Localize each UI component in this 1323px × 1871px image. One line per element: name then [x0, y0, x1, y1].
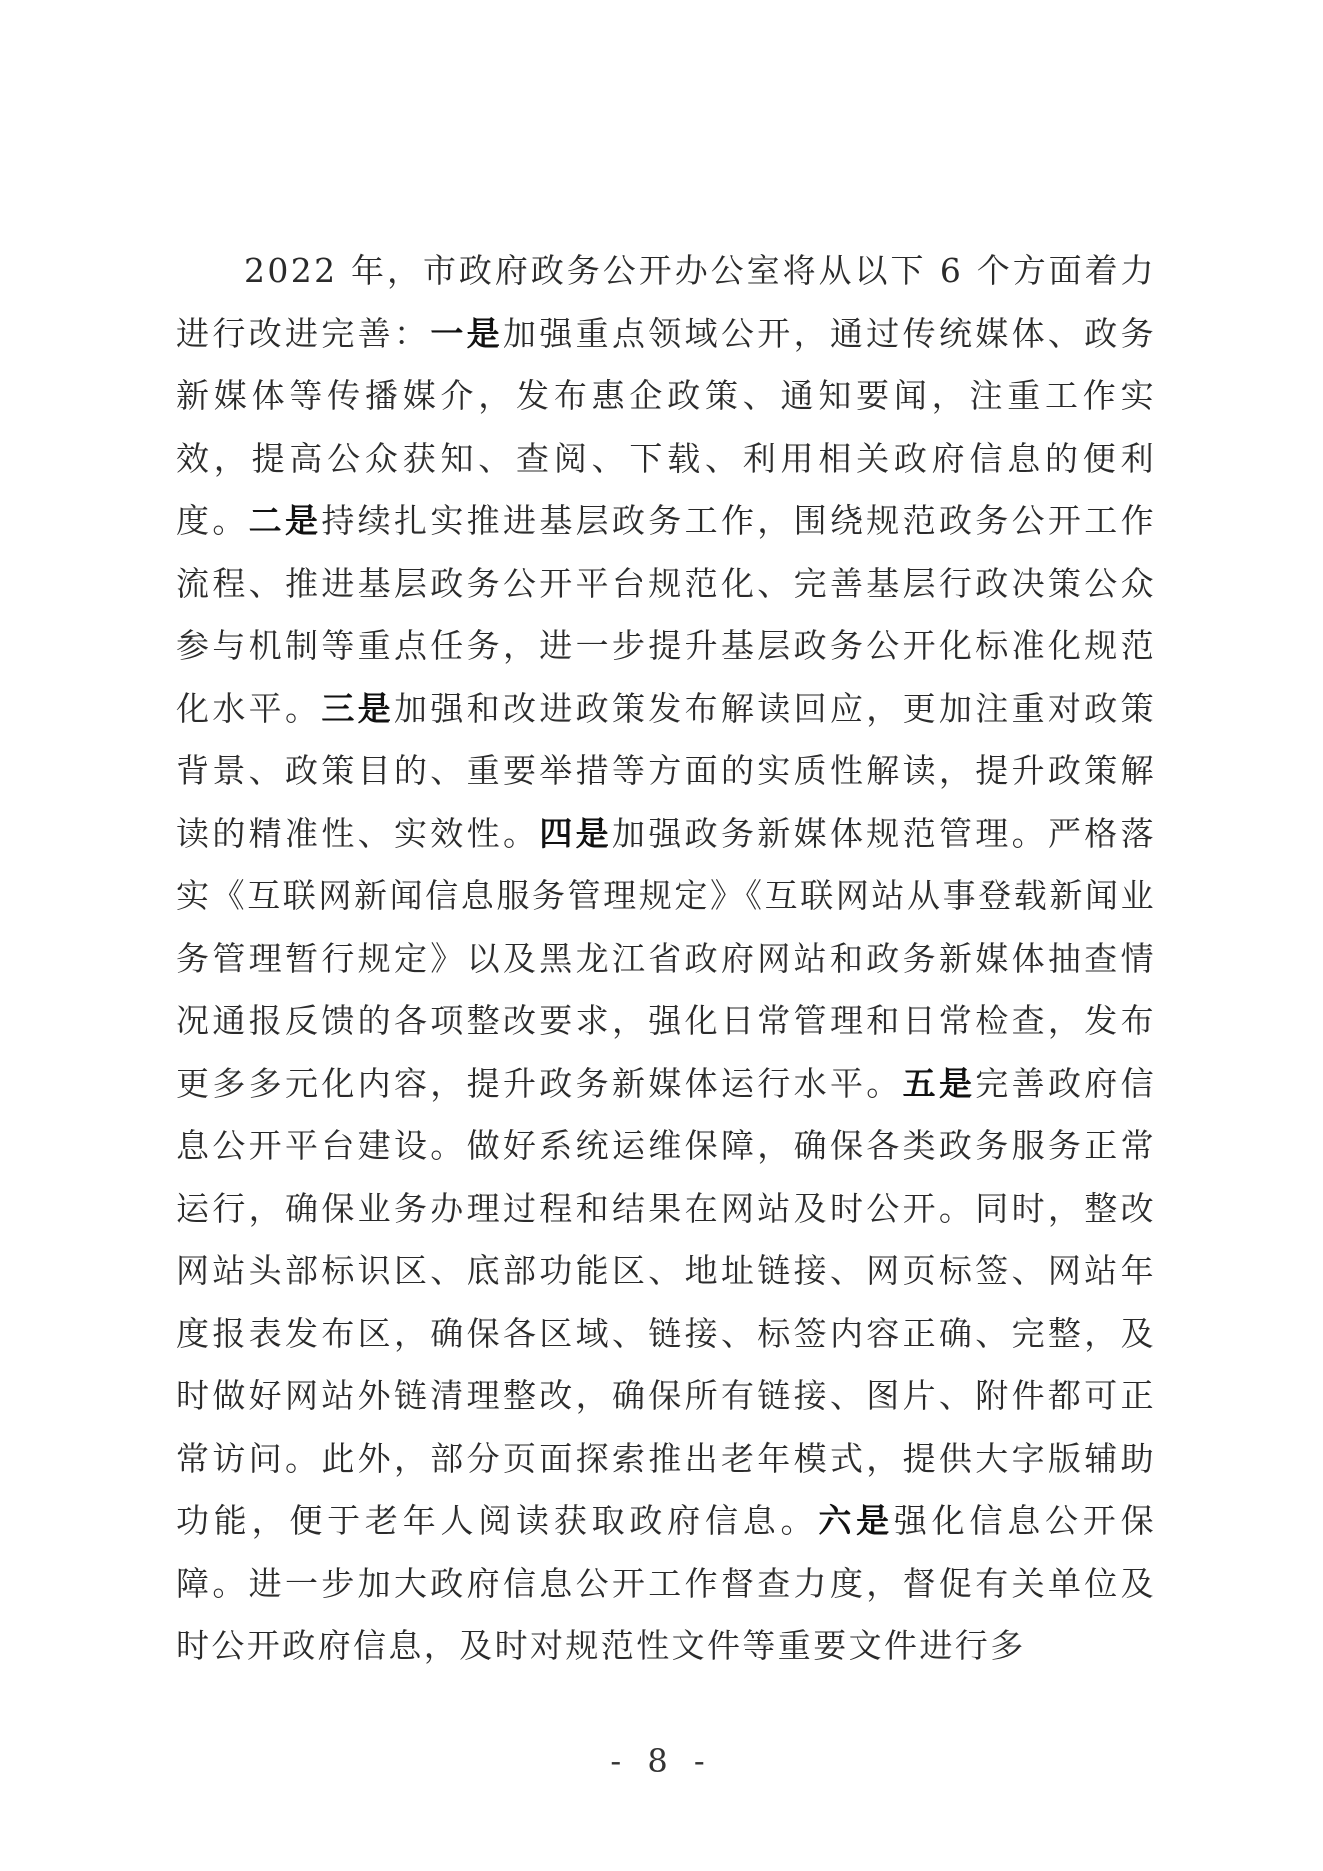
paragraph-text: 持续扎实推进基层政务工作，围绕规范政务公开工作流程、推进基层政务公开平台规范化、完善基层行政决策公众参与机制等重点任务，进一步提升基层政务公开化标准化规范化水平。	[176, 501, 1156, 728]
point-marker-2: 二是	[248, 501, 322, 540]
paragraph-text: 完善政府信息公开平台建设。做好系统运维保障，确保各类政务服务正常运行，确保业务办理过程和结果在网站及时公开。同时，整改网站头部标识区、底部功能区、地址链接、网页标签、网站年度报表发布区，确保各区域、链接、标签内容正确、完整，及时做好网站外链清理整改，确保所有链接、图片、附件都可正常访问。此外，部分页面探索推出老年模式，提供大字版辅助功能，便于老年人阅读获取政府信息。	[176, 1063, 1157, 1540]
point-marker-5: 五是	[902, 1063, 976, 1103]
point-marker-3: 三是	[321, 688, 394, 728]
paragraph-text: 加强政务新媒体规范管理。严格落实《互联网新闻信息服务管理规定》《互联网站从事登载新闻业务管理暂行规定》以及黑龙江省政府网站和政务新媒体抽查情况通报反馈的各项整改要求，强化日常管理和日常检查，发布更多多元化内容，提升政务新媒体运行水平。	[176, 813, 1157, 1103]
point-marker-6: 六是	[818, 1501, 894, 1540]
point-marker-4: 四是	[539, 813, 612, 853]
point-marker-1: 一是	[430, 313, 503, 353]
paragraph-text: 加强重点领域公开，通过传统媒体、政务新媒体等传播媒介，发布惠企政策、通知要闻，注重工作实效，提高公众获知、查阅、下载、利用相关政府信息的便利度。	[176, 313, 1156, 540]
page-number: - 8 -	[610, 1742, 713, 1780]
paragraph-text: 强化信息公开保障。进一步加大政府信息公开工作督查力度，督促有关单位及时公开政府信息，及时对规范性文件等重要文件进行多	[176, 1501, 1156, 1665]
body-paragraph	[176, 240, 1156, 1678]
paragraph-text: 2022 年，市政府政务公开办公室将从以下 6 个方面着力进行改进完善：	[176, 251, 1156, 353]
paragraph-text: 加强和改进政策发布解读回应，更加注重对政策背景、政策目的、重要举措等方面的实质性解读，提升政策解读的精准性、实效性。	[176, 688, 1156, 853]
